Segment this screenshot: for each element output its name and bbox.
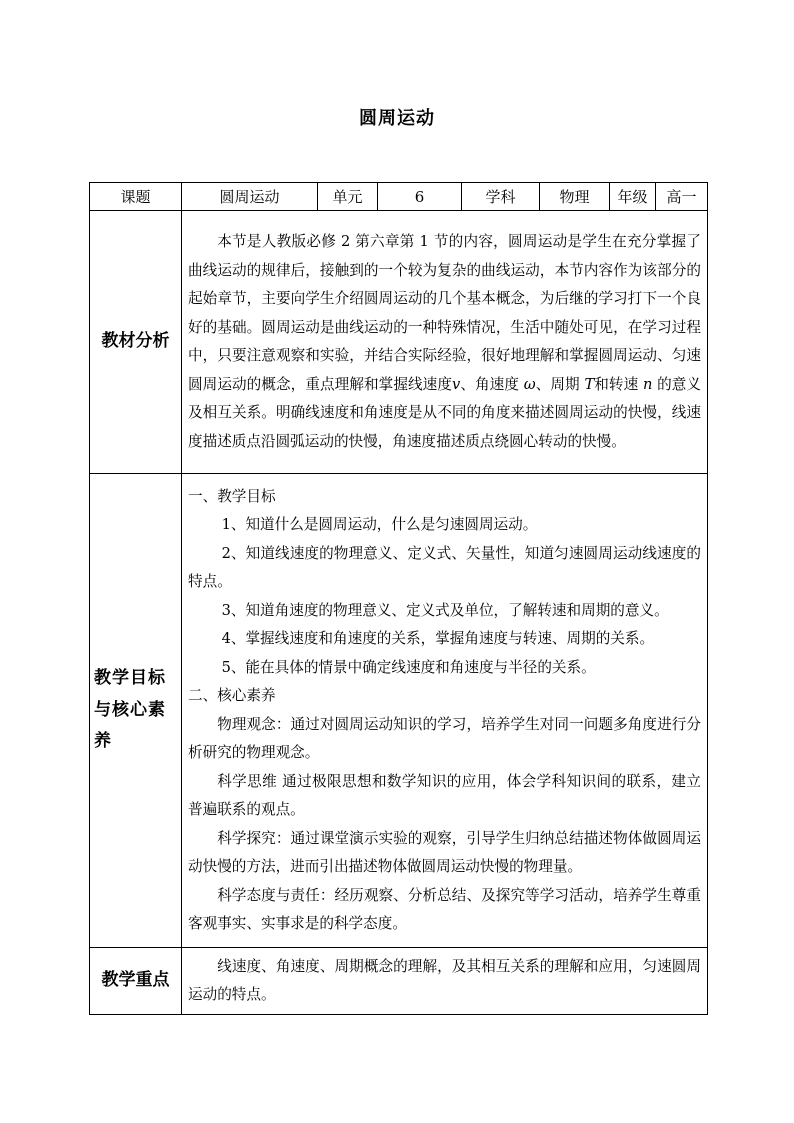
symbol-omega: ω	[523, 375, 536, 393]
textbook-analysis-text	[188, 228, 701, 456]
analysis-text-part3: 、周期	[535, 375, 585, 393]
objective-item: 2、知道线速度的物理意义、定义式、矢量性，知道匀速圆周运动线速度的特点。	[188, 544, 701, 590]
textbook-analysis-content	[182, 211, 708, 474]
key-points-content	[182, 948, 708, 1015]
grade-label: 年级	[610, 183, 656, 211]
grade-value: 高一	[656, 183, 708, 211]
literacy-item: 物理观念：通过对圆周运动知识的学习，培养学生对同一问题多角度进行分析研究的物理观念。	[188, 715, 701, 761]
objective-item: 5、能在具体的情景中确定线速度和角速度与半径的关系。	[221, 658, 596, 676]
analysis-text-part1: 本节是人教版必修 2 第六章第 1 节的内容，圆周运动是学生在充分掌握了曲线运动的规律后，接触到的一个较为复杂的曲线运动，本节内容作为该部分的起始章节，主要向学生介绍圆周运动的几个基本概念，为后继的学习打下一个良好的基础。圆周运动是曲线运动的一种特殊情况，生活中随处可见，在学习过程中，只要注意观察和实验，并结合实际经验，很好地理解和掌握圆周运动、匀速圆周运动的概念，重点理解和掌握线速度	[188, 233, 701, 393]
symbol-v: v	[452, 375, 461, 393]
objective-item: 3、知道角速度的物理意义、定义式及单位，了解转速和周期的意义。	[221, 601, 669, 619]
key-points-row	[90, 948, 708, 1015]
symbol-n: n	[642, 375, 653, 393]
analysis-text-part5: 的意义及相互关系。明确线速度和角速度是从不同的角度来描述圆周运动的快慢，线速度描述质点沿圆弧运动的快慢，角速度描述质点绕圆心转动的快慢。	[188, 375, 702, 450]
page-title: 圆周运动	[359, 108, 435, 129]
unit-label: 单元	[318, 183, 378, 211]
topic-label: 课题	[90, 183, 182, 211]
key-points-label: 教学重点	[90, 948, 182, 1015]
textbook-analysis-row	[90, 211, 708, 474]
objective-item: 4、掌握线速度和角速度的关系，掌握角速度与转速、周期的关系。	[221, 630, 655, 647]
unit-value: 6	[378, 183, 462, 211]
symbol-T: T	[584, 375, 595, 393]
section2-heading: 二、核心素养	[188, 687, 276, 704]
section1-heading: 一、教学目标	[188, 487, 276, 505]
goals-label: 教学目标与核心素养	[90, 474, 182, 948]
subject-label: 学科	[462, 183, 540, 211]
key-points-text: 线速度、角速度、周期概念的理解，及其相互关系的理解和应用，匀速圆周运动的特点。	[188, 957, 701, 1003]
literacy-item: 科学探究：通过课堂演示实验的观察，引导学生归纳总结描述物体做圆周运动快慢的方法，进而引出描述物体做圆周运动快慢的物理量。	[188, 829, 701, 875]
topic-value: 圆周运动	[182, 183, 318, 211]
goals-row	[90, 474, 708, 948]
goals-content	[182, 474, 708, 948]
lesson-plan-table	[89, 182, 708, 1015]
literacy-item: 科学态度与责任：经历观察、分析总结、及探究等学习活动，培养学生尊重客观事实、实事求是的科学态度。	[188, 886, 701, 932]
analysis-text-part2: 、角速度	[460, 375, 524, 393]
textbook-analysis-label: 教材分析	[90, 211, 182, 474]
objective-item: 1、知道什么是圆周运动，什么是匀速圆周运动。	[221, 516, 538, 533]
subject-value: 物理	[540, 183, 610, 211]
literacy-item: 科学思维 通过极限思想和数学知识的应用，体会学科知识间的联系，建立普遍联系的观点。	[188, 772, 701, 818]
analysis-text-part4: 和转速	[594, 375, 643, 393]
header-row	[90, 183, 708, 211]
